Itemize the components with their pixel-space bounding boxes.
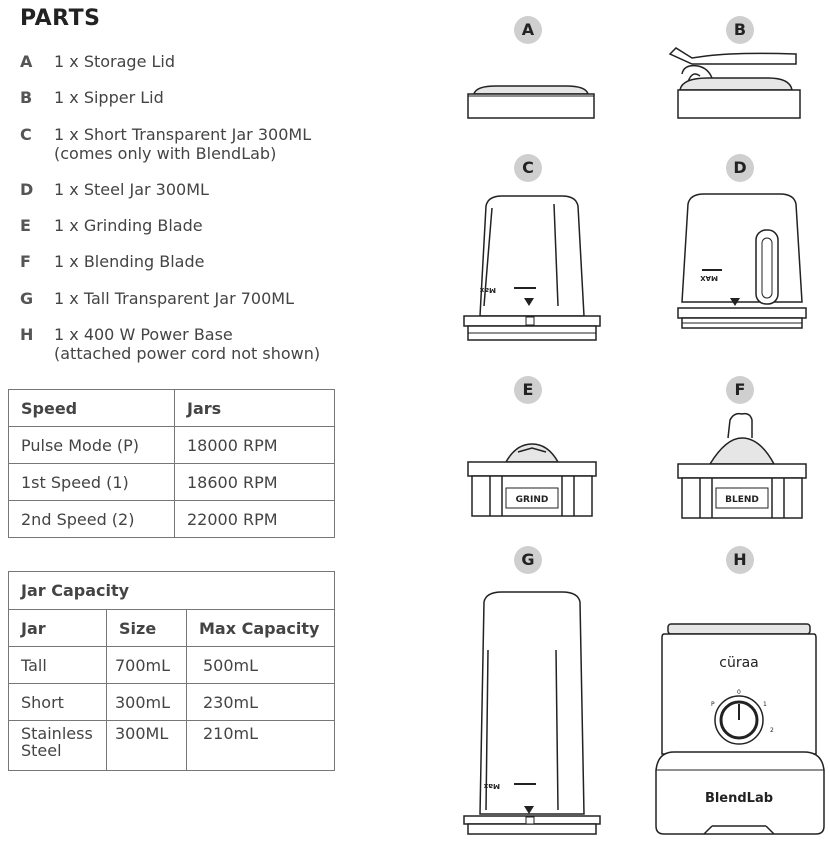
part-description: 1 x Tall Transparent Jar 700ML <box>54 289 294 308</box>
badge-d: D <box>726 154 754 182</box>
table-cell: 2nd Speed (2) <box>9 501 175 538</box>
blend-label: BLEND <box>725 495 759 505</box>
table-header-row <box>9 390 335 427</box>
power-base-illustration <box>654 622 826 846</box>
part-description-line: 1 x Short Transparent Jar 300ML <box>54 125 312 144</box>
table-header: Jar <box>9 610 107 647</box>
table-header-row <box>9 610 335 647</box>
max-mark-label: Max <box>483 782 500 790</box>
part-note: (attached power cord not shown) <box>54 344 321 363</box>
part-description <box>54 325 320 363</box>
storage-lid-illustration <box>466 84 596 120</box>
steel-jar-illustration <box>672 192 812 330</box>
table-row <box>9 427 335 464</box>
table-row <box>9 721 335 771</box>
part-letter: C <box>20 125 32 144</box>
part-letter: H <box>20 325 34 344</box>
table-title-row <box>9 572 335 610</box>
part-description: 1 x Storage Lid <box>54 52 176 71</box>
badge-c: C <box>514 154 542 182</box>
dial-mark: 1 <box>763 701 767 708</box>
badge-b: B <box>726 16 754 44</box>
table-title: Jar Capacity <box>9 572 335 610</box>
part-description: 1 x Sipper Lid <box>54 88 164 107</box>
table-cell: Pulse Mode (P) <box>9 427 175 464</box>
badge-g: G <box>514 546 542 574</box>
part-letter: D <box>20 180 34 199</box>
table-cell: 18600 RPM <box>175 464 335 501</box>
sipper-lid-illustration <box>668 44 804 120</box>
part-description: 1 x Grinding Blade <box>54 216 203 235</box>
table-cell: Short <box>9 684 107 721</box>
dial-mark: P <box>711 701 715 708</box>
grind-label: GRIND <box>515 495 549 505</box>
brand-logo-text: cüraa <box>719 655 759 671</box>
part-letter: E <box>20 216 31 235</box>
dial-mark: 0 <box>737 689 741 696</box>
max-mark-label: MAX <box>700 274 718 282</box>
part-description: 1 x Steel Jar 300ML <box>54 180 209 199</box>
table-cell: Stainless Steel <box>9 721 107 771</box>
max-mark-label: Max <box>479 286 496 294</box>
part-letter: A <box>20 52 33 71</box>
table-header: Size <box>107 610 187 647</box>
table-cell: Tall <box>9 647 107 684</box>
table-cell: 22000 RPM <box>175 501 335 538</box>
table-cell: 1st Speed (1) <box>9 464 175 501</box>
model-label: BlendLab <box>704 791 774 806</box>
speed-table <box>8 389 335 538</box>
table-header: Jars <box>175 390 335 427</box>
capacity-table <box>8 571 335 771</box>
table-cell: 700mL <box>107 647 187 684</box>
blending-blade-illustration <box>676 410 808 522</box>
part-description: 1 x Blending Blade <box>54 252 205 271</box>
badge-h: H <box>726 546 754 574</box>
table-cell: 300mL <box>107 684 187 721</box>
table-row <box>9 464 335 501</box>
part-letter: F <box>20 252 31 271</box>
part-description-line: 1 x 400 W Power Base <box>54 325 233 344</box>
part-description <box>54 125 311 163</box>
part-letter: G <box>20 289 34 308</box>
page-title: PARTS <box>20 6 101 31</box>
table-cell: 230mL <box>187 684 335 721</box>
dial-mark: 2 <box>770 727 774 734</box>
table-row <box>9 501 335 538</box>
table-cell: 300ML <box>107 721 187 771</box>
table-cell: 18000 RPM <box>175 427 335 464</box>
table-header: Speed <box>9 390 175 427</box>
part-letter: B <box>20 88 33 107</box>
table-header: Max Capacity <box>187 610 335 647</box>
badge-e: E <box>514 376 542 404</box>
part-note: (comes only with BlendLab) <box>54 144 277 163</box>
table-cell: 500mL <box>187 647 335 684</box>
badge-a: A <box>514 16 542 44</box>
tall-jar-illustration <box>462 590 602 834</box>
grinding-blade-illustration <box>466 438 598 520</box>
badge-f: F <box>726 376 754 404</box>
table-row <box>9 684 335 721</box>
table-row <box>9 647 335 684</box>
short-jar-illustration <box>462 194 602 346</box>
table-cell: 210mL <box>187 721 335 771</box>
